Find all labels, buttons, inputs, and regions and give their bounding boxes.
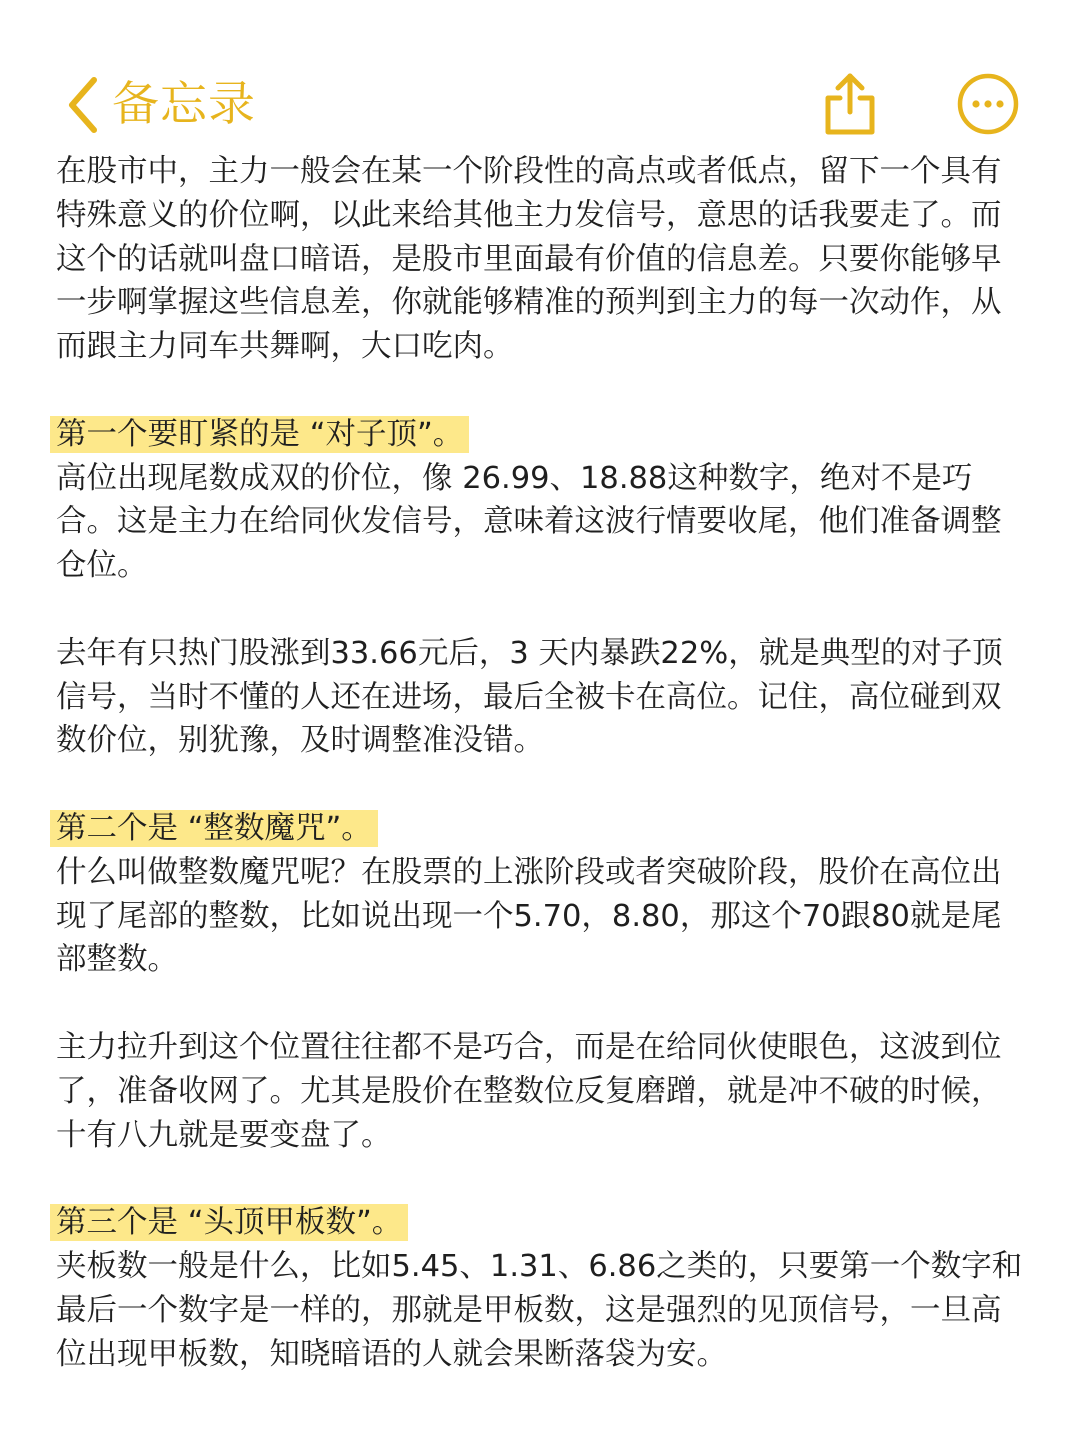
section-2-paragraph-2: 主力拉升到这个位置往往都不是巧合，而是在给同伙使眼色，这波到位了，准备收网了。尤其是股价在整数位反复磨蹭，就是冲不破的时候，十有八九就是要变盘了。 xyxy=(56,1029,1002,1153)
section-1-paragraph-2: 去年有只热门股涨到33.66元后，3 天内暴跌22%，就是典型的对子顶信号，当时不懂的人还在进场，最后全被卡在高位。记住，高位碰到双数价位，别犹豫，及时调整准没错。 xyxy=(56,635,1003,759)
intro-paragraph: 在股市中，主力一般会在某一个阶段性的高点或者低点，留下一个具有特殊意义的价位啊，以此来给其他主力发信号，意思的话我要走了。而这个的话就叫盘口暗语，是股市里面最有价值的信息差。只要你能够早一步啊掌握这些信息差，你就能够精准的预判到主力的每一次动作，从而跟主力同车共舞啊，大口吃肉。 xyxy=(56,154,1002,365)
nav-bar xyxy=(0,60,1080,150)
paragraph-gap xyxy=(56,369,1031,413)
chevron-left-icon xyxy=(60,70,106,140)
section-1-heading-line xyxy=(56,413,1031,457)
note-body[interactable] xyxy=(56,150,1031,1376)
section-2-heading-line xyxy=(56,807,1031,851)
back-label: 备忘录 xyxy=(112,77,256,132)
paragraph-gap xyxy=(56,588,1031,632)
section-3-paragraph-1: 夹板数一般是什么，比如5.45、1.31、6.86之类的，只要第一个数字和最后一个数字是一样的，那就是甲板数，这是强烈的见顶信号，一旦高位出现甲板数，知晓暗语的人就会果断落袋为安。 xyxy=(56,1248,1023,1372)
paragraph-gap xyxy=(56,1157,1031,1201)
more-icon[interactable] xyxy=(956,72,1020,136)
section-2-heading: 第二个是 “整数魔咒”。 xyxy=(50,810,378,847)
paragraph-gap xyxy=(56,763,1031,807)
paragraph-gap xyxy=(56,982,1031,1026)
back-button[interactable] xyxy=(60,70,256,140)
section-3-heading: 第三个是 “头顶甲板数”。 xyxy=(50,1204,408,1241)
section-1-paragraph-1: 高位出现尾数成双的价位，像 26.99、18.88这种数字，绝对不是巧合。这是主力在给同伙发信号，意味着这波行情要收尾，他们准备调整仓位。 xyxy=(56,460,1002,584)
section-1-heading: 第一个要盯紧的是 “对子顶”。 xyxy=(50,416,469,453)
section-3-heading-line xyxy=(56,1201,1031,1245)
share-icon[interactable] xyxy=(820,68,880,138)
section-2-paragraph-1: 什么叫做整数魔咒呢？在股票的上涨阶段或者突破阶段，股价在高位出现了尾部的整数，比如说出现一个5.70，8.80，那这个70跟80就是尾部整数。 xyxy=(56,854,1002,978)
